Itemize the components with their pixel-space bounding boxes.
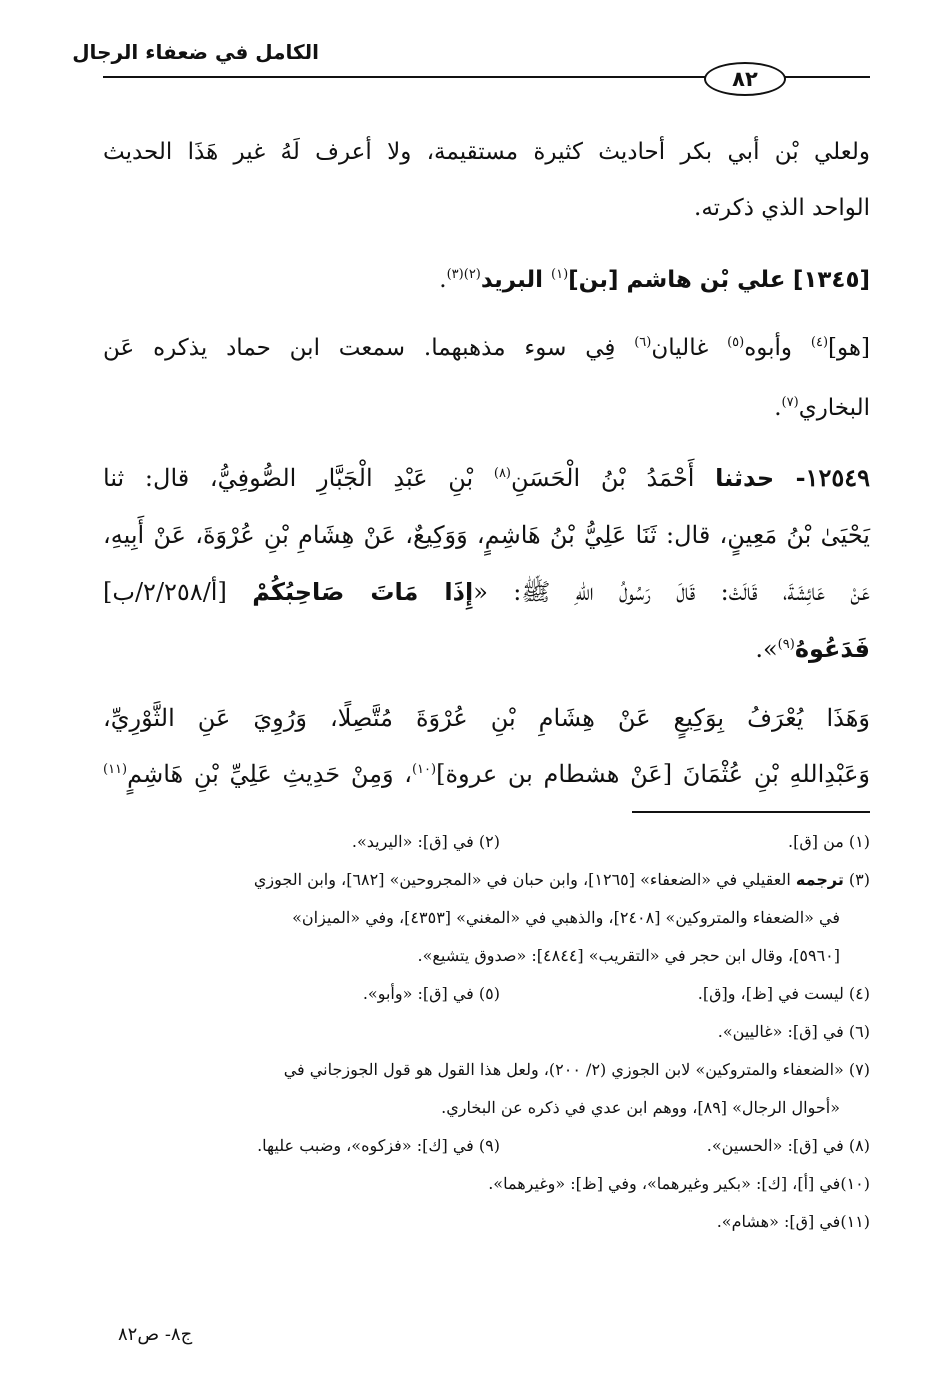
text-span: بْنِ عَبْدِ الْجَبَّارِ الصُّوفِيُّ، قال: ثنا <box>103 464 494 492</box>
page-number-badge <box>704 62 786 96</box>
footnote-rule <box>632 811 870 813</box>
footnote-5: (٥) في [ق]: «وأبو». <box>362 984 500 1003</box>
para2-line2 <box>103 393 870 423</box>
text-span: العقيلي في «الضعفاء» [١٢٦٥]، وابن حبان في «المجروحين» [٦٨٢]، وابن الجوزي <box>253 870 796 889</box>
text-span: (٣) <box>843 870 870 889</box>
entry-end: . <box>439 267 447 293</box>
footnote-ref: (١) <box>551 267 569 282</box>
hadith-number: ١٢٥٤٩- <box>774 463 870 492</box>
hadith-line4 <box>103 634 870 664</box>
footnote-2: (٢) في [ق]: «اليريد». <box>351 832 500 851</box>
text-span: [هو] <box>828 335 870 361</box>
text-span: وأبوه <box>744 335 811 361</box>
para1-line2: الواحد الذي ذكرته. <box>694 195 870 221</box>
footnote-1: (١) من [ق]. <box>788 832 870 851</box>
footnote-bold: ترجمه <box>795 870 844 889</box>
text-span: البخاري <box>798 395 870 421</box>
text-span: . <box>774 395 782 421</box>
footnote-ref: (٦) <box>634 335 652 350</box>
haddathana: حدثنا <box>715 464 775 492</box>
text-span: عَنْ عَائِشَةَ، قَالَتْ: قَالَ رَسُولُ اللهِ ﷺ: « <box>473 578 871 606</box>
text-span: فِي سوء مذهبهما. سمعت ابن حماد يذكره عَن <box>103 335 635 361</box>
para3-line2 <box>103 759 870 789</box>
manuscript-ref: [أ/٢/٢٥٨/ب] <box>103 578 253 606</box>
footnote-ref: (٩) <box>777 637 795 652</box>
footnote-8: (٨) في [ق]: «الحسين». <box>706 1136 870 1155</box>
footnote-3-line3: [٥٩٦٠]، وقال ابن حجر في «التقريب» [٤٨٤٤]: «صدوق يتشيع». <box>417 946 840 965</box>
footnote-ref: (١٠) <box>411 762 437 777</box>
text-span: ». <box>755 635 778 663</box>
footnote-ref: (١١) <box>103 762 128 777</box>
text-span: وَعَبْدِاللهِ بْنِ عُثْمَانَ [عَنْ هشطام بن عروة] <box>436 760 870 788</box>
para2-line1 <box>103 333 870 363</box>
volume-page-reference: ج٨- ص٨٢ <box>118 1324 193 1345</box>
para3-line1: وَهَذَا يُعْرَفُ بِوَكِيعٍ عَنْ هِشَامِ بْنِ عُرْوَةَ مُتَّصِلًا، وَرُوِيَ عَنِ الثَّوْرِيِّ، <box>103 704 870 732</box>
footnote-7-line1: (٧) «الضعفاء والمتروكين» لابن الجوزي (٢/ ٢٠٠)، ولعل هذا القول هو قول الجوزجاني في <box>283 1060 870 1079</box>
hadith-line1 <box>103 463 870 493</box>
footnote-6: (٦) في [ق]: «غاليين». <box>717 1022 870 1041</box>
footnote-10: (١٠)في [أ]، [ك]: «بكير وغيرهما»، وفي [ظ]: «وغيرهما». <box>488 1174 870 1193</box>
para1-line1: ولعلي بْن أبي بكر أحاديث كثيرة مستقيمة، ولا أعرف لَهُ غير هَذَا الحديث <box>103 139 870 165</box>
footnote-ref: (٨) <box>493 466 511 481</box>
entry-number: [١٣٤٥] <box>792 267 870 293</box>
footnote-ref: (٥) <box>727 335 745 350</box>
text-span: غاليان <box>651 335 728 361</box>
hadith-matn: إِذَا مَاتَ صَاحِبُكُمْ <box>252 578 474 606</box>
text-span: ، وَمِنْ حَدِيثِ عَلِيِّ بْنِ هَاشِمٍ <box>127 760 412 788</box>
footnote-3-line2: في «الضعفاء والمتروكين» [٢٤٠٨]، والذهبي في «المغني» [٤٣٥٣]، وفي «الميزان» <box>292 908 840 927</box>
text-span: أَحْمَدُ بْنُ الْحَسَنِ <box>511 464 716 492</box>
footnote-11: (١١)في [ق]: «هشام». <box>716 1212 870 1231</box>
footnote-ref: (٤) <box>810 335 829 350</box>
footnote-ref: (٧) <box>781 395 799 410</box>
footnote-7-line2: «أحوال الرجال» [٨٩]، ووهم ابن عدي في ذكره عن البخاري. <box>441 1098 840 1117</box>
footnote-9: (٩) في [ك]: «فزكوه»، وضبب عليها. <box>257 1136 500 1155</box>
entry-name-end: البريد <box>480 267 552 293</box>
hadith-line2: يَحْيَىٰ بْنُ مَعِينٍ، قال: ثَنَا عَلِيُّ بْنُ هَاشِمٍ، وَوَكِيعٌ، عَنْ هِشَامِ بْنِ عُرْوَةَ، عَنْ أَبِيهِ، <box>103 521 870 549</box>
footnote-4: (٤) ليست في [ظ]، و[ق]. <box>697 984 870 1003</box>
footnote-3-line1 <box>103 868 870 892</box>
entry-heading <box>103 265 870 295</box>
hadith-matn: فَدَعُوهُ <box>794 635 870 663</box>
hadith-line3 <box>103 577 870 607</box>
page-number: ٨٢ <box>732 67 758 91</box>
footnote-ref: (٢)(٣) <box>446 267 481 282</box>
entry-name: علي بْن هاشم [بن] <box>568 267 786 293</box>
book-title: الكامل في ضعفاء الرجال <box>72 40 319 64</box>
